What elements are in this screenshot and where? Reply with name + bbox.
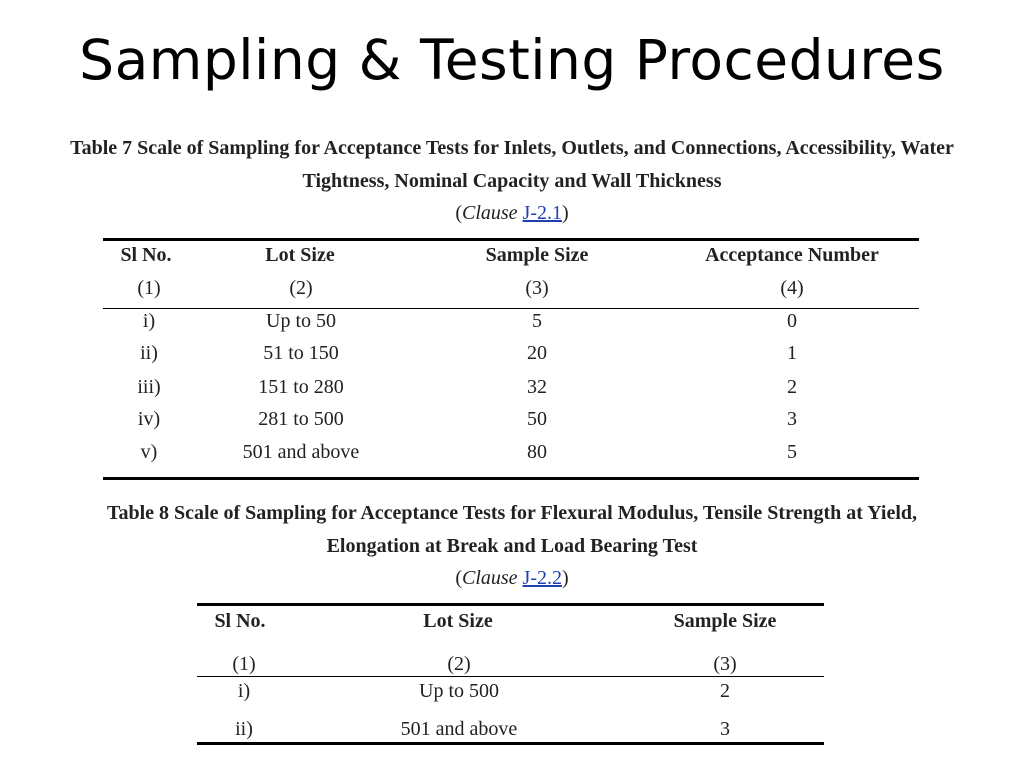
table7-cell-lot-size: 281 to 500: [258, 408, 344, 430]
clause-link-j-2-1[interactable]: J-2.1: [522, 202, 562, 224]
table8: [197, 603, 824, 746]
table7-cell-sample-size: 20: [527, 342, 547, 364]
table8-header-rule: [197, 676, 824, 677]
table7-caption-line1: Table 7 Scale of Sampling for Acceptance Tests for Inlets, Outlets, and Connections, Accessibility, Water: [70, 137, 954, 159]
table8-colnum-1: (1): [232, 653, 256, 675]
table8-caption-line2: Elongation at Break and Load Bearing Test: [326, 535, 698, 557]
clause-close-paren: ): [562, 202, 569, 224]
table8-cell-slno: i): [237, 680, 251, 702]
table7-cell-slno: v): [140, 441, 158, 463]
table8-cell-slno: ii): [235, 718, 253, 740]
table7-cell-acceptance-number: 0: [787, 310, 797, 332]
table8-caption-line1: Table 8 Scale of Sampling for Acceptance Tests for Flexural Modulus, Tensile Strength at Yield,: [106, 502, 918, 524]
slide-title: Sampling & Testing Procedures: [79, 28, 945, 92]
table7-colnum-2: (2): [289, 277, 313, 299]
table7-cell-slno: iv): [137, 408, 161, 430]
table7-cell-lot-size: 151 to 280: [258, 376, 344, 398]
table7-caption: [0, 132, 1024, 198]
table8-cell-lot-size: Up to 500: [419, 680, 499, 702]
table7-cell-acceptance-number: 5: [787, 441, 797, 463]
table7-header-slno: Sl No.: [120, 244, 172, 266]
table7-bottom-rule: [103, 477, 919, 480]
table7-cell-acceptance-number: 3: [787, 408, 797, 430]
table7-cell-slno: i): [142, 310, 156, 332]
table8-colnum-2: (2): [447, 653, 471, 675]
table7-caption-line2: Tightness, Nominal Capacity and Wall Thickness: [302, 170, 722, 192]
table7-clause: [0, 202, 1024, 225]
table8-header-sample-size: Sample Size: [673, 610, 777, 632]
table8-top-rule: [197, 603, 824, 606]
table7-cell-acceptance-number: 1: [787, 342, 797, 364]
clause-open-paren: (: [455, 202, 462, 224]
clause-word: Clause: [461, 202, 518, 224]
table7-colnum-3: (3): [525, 277, 549, 299]
clause-word: Clause: [461, 567, 518, 589]
table7-colnum-4: (4): [780, 277, 804, 299]
table7-colnum-1: (1): [137, 277, 161, 299]
table7-cell-lot-size: 501 and above: [242, 441, 360, 463]
table7-cell-lot-size: 51 to 150: [263, 342, 339, 364]
table7: [103, 238, 919, 482]
table7-cell-sample-size: 5: [532, 310, 542, 332]
table7-cell-sample-size: 80: [527, 441, 547, 463]
table8-cell-lot-size: 501 and above: [400, 718, 518, 740]
table7-header-lot-size: Lot Size: [265, 244, 335, 266]
table8-cell-sample-size: 3: [720, 718, 730, 740]
table8-cell-sample-size: 2: [720, 680, 730, 702]
clause-link-j-2-2[interactable]: J-2.2: [522, 567, 562, 589]
table7-header-rule: [103, 308, 919, 309]
table7-top-rule: [103, 238, 919, 241]
table7-cell-acceptance-number: 2: [787, 376, 797, 398]
table8-header-slno: Sl No.: [214, 610, 266, 632]
table7-cell-slno: ii): [140, 342, 158, 364]
clause-open-paren: (: [455, 567, 462, 589]
table7-cell-slno: iii): [137, 376, 161, 398]
table8-caption: [0, 497, 1024, 563]
table7-cell-lot-size: Up to 50: [266, 310, 336, 332]
table7-header-acceptance-number: Acceptance Number: [705, 244, 879, 266]
table7-header-sample-size: Sample Size: [485, 244, 589, 266]
table7-cell-sample-size: 50: [527, 408, 547, 430]
clause-close-paren: ): [562, 567, 569, 589]
table8-colnum-3: (3): [713, 653, 737, 675]
table8-header-lot-size: Lot Size: [423, 610, 493, 632]
table7-cell-sample-size: 32: [527, 376, 547, 398]
table8-bottom-rule: [197, 742, 824, 745]
table8-clause: [0, 567, 1024, 590]
